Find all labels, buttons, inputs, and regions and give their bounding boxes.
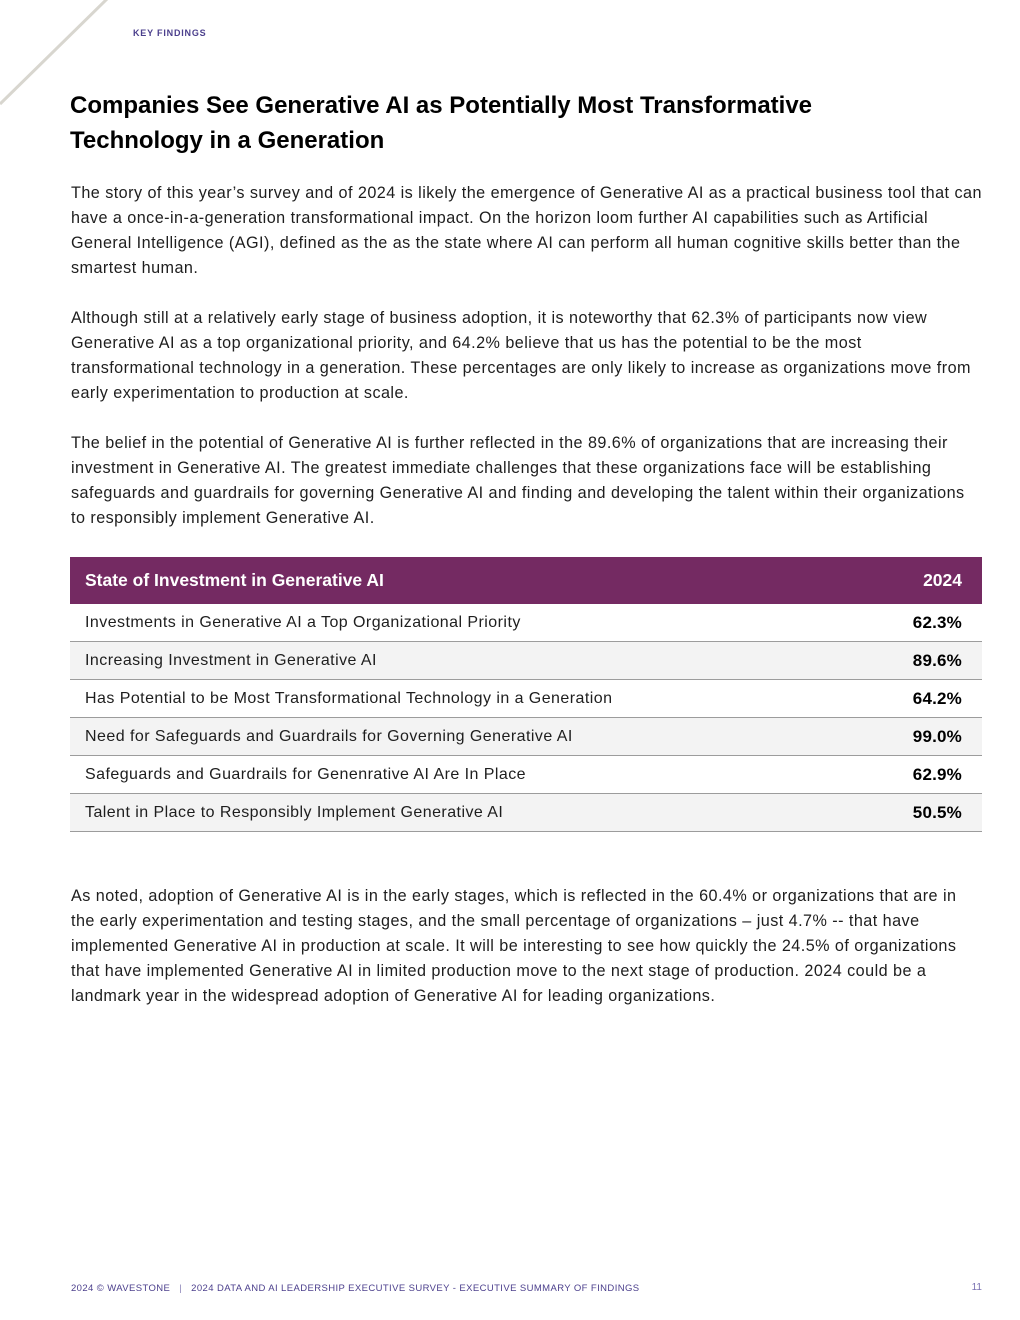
footer-copyright: 2024 © WAVESTONE <box>71 1283 171 1294</box>
footer-report-title: 2024 DATA AND AI LEADERSHIP EXECUTIVE SURVEY - EXECUTIVE SUMMARY OF FINDINGS <box>191 1283 640 1294</box>
row-value: 62.9% <box>863 756 982 794</box>
row-label: Investments in Generative AI a Top Organizational Priority <box>70 604 863 642</box>
row-value: 62.3% <box>863 604 982 642</box>
row-label: Safeguards and Guardrails for Genenrative AI Are In Place <box>70 756 863 794</box>
section-kicker: KEY FINDINGS <box>133 28 207 38</box>
table-row <box>70 756 982 794</box>
page-number: 11 <box>971 1282 982 1293</box>
investment-table <box>70 557 982 832</box>
row-value: 50.5% <box>863 794 982 832</box>
footer-separator: | <box>179 1283 183 1294</box>
table-row <box>70 642 982 680</box>
footer <box>71 1283 640 1294</box>
table-row <box>70 794 982 832</box>
row-value: 89.6% <box>863 642 982 680</box>
conclusion-paragraph: As noted, adoption of Generative AI is in the early stages, which is reflected in the 60.4% or organizations that are in the early experimentation and testing stages, and the small percentage of organizations – just 4.7% -- that have implemented Generative AI in production at scale. It will be interesting to see how quickly the 24.5% of organizations that have implemented Generative AI in limited production move to the next stage of production. 2024 could be a landmark year in the widespread adoption of Generative AI for leading organizations. <box>71 887 957 1005</box>
row-label: Need for Safeguards and Guardrails for Governing Generative AI <box>70 718 863 756</box>
table-row <box>70 604 982 642</box>
row-value: 99.0% <box>863 718 982 756</box>
table-row <box>70 680 982 718</box>
row-label: Has Potential to be Most Transformational Technology in a Generation <box>70 680 863 718</box>
page-title: Companies See Generative AI as Potentially Most Transformative Technology in a Generation <box>70 92 813 154</box>
row-value: 64.2% <box>863 680 982 718</box>
row-label: Increasing Investment in Generative AI <box>70 642 863 680</box>
investment-paragraph: The belief in the potential of Generative AI is further reflected in the 89.6% of organizations that are increasing their investment in Generative AI. The greatest immediate challenges that these organizations face will be establishing safeguards and guardrails for governing Generative AI and finding and developing the talent within their organizations to responsibly implement Generative AI. <box>71 434 965 527</box>
table-header-row <box>70 557 982 604</box>
row-label: Talent in Place to Responsibly Implement Generative AI <box>70 794 863 832</box>
table-header-year: 2024 <box>863 557 982 604</box>
adoption-paragraph: Although still at a relatively early stage of business adoption, it is noteworthy that 62.3% of participants now view Generative AI as a top organizational priority, and 64.2% believe that us has the potential to be the most transformational technology in a generation. These percentages are only likely to increase as organizations move from early experimentation to production at scale. <box>71 309 971 402</box>
intro-paragraph: The story of this year’s survey and of 2024 is likely the emergence of Generative AI as a practical business tool that can have a once-in-a-generation transformational impact. On the horizon loom further AI capabilities such as Artificial General Intelligence (AGI), defined as the as the state where AI can perform all human cognitive skills better than the smartest human. <box>71 184 982 277</box>
table-header-label: State of Investment in Generative AI <box>70 557 863 604</box>
table-row <box>70 718 982 756</box>
